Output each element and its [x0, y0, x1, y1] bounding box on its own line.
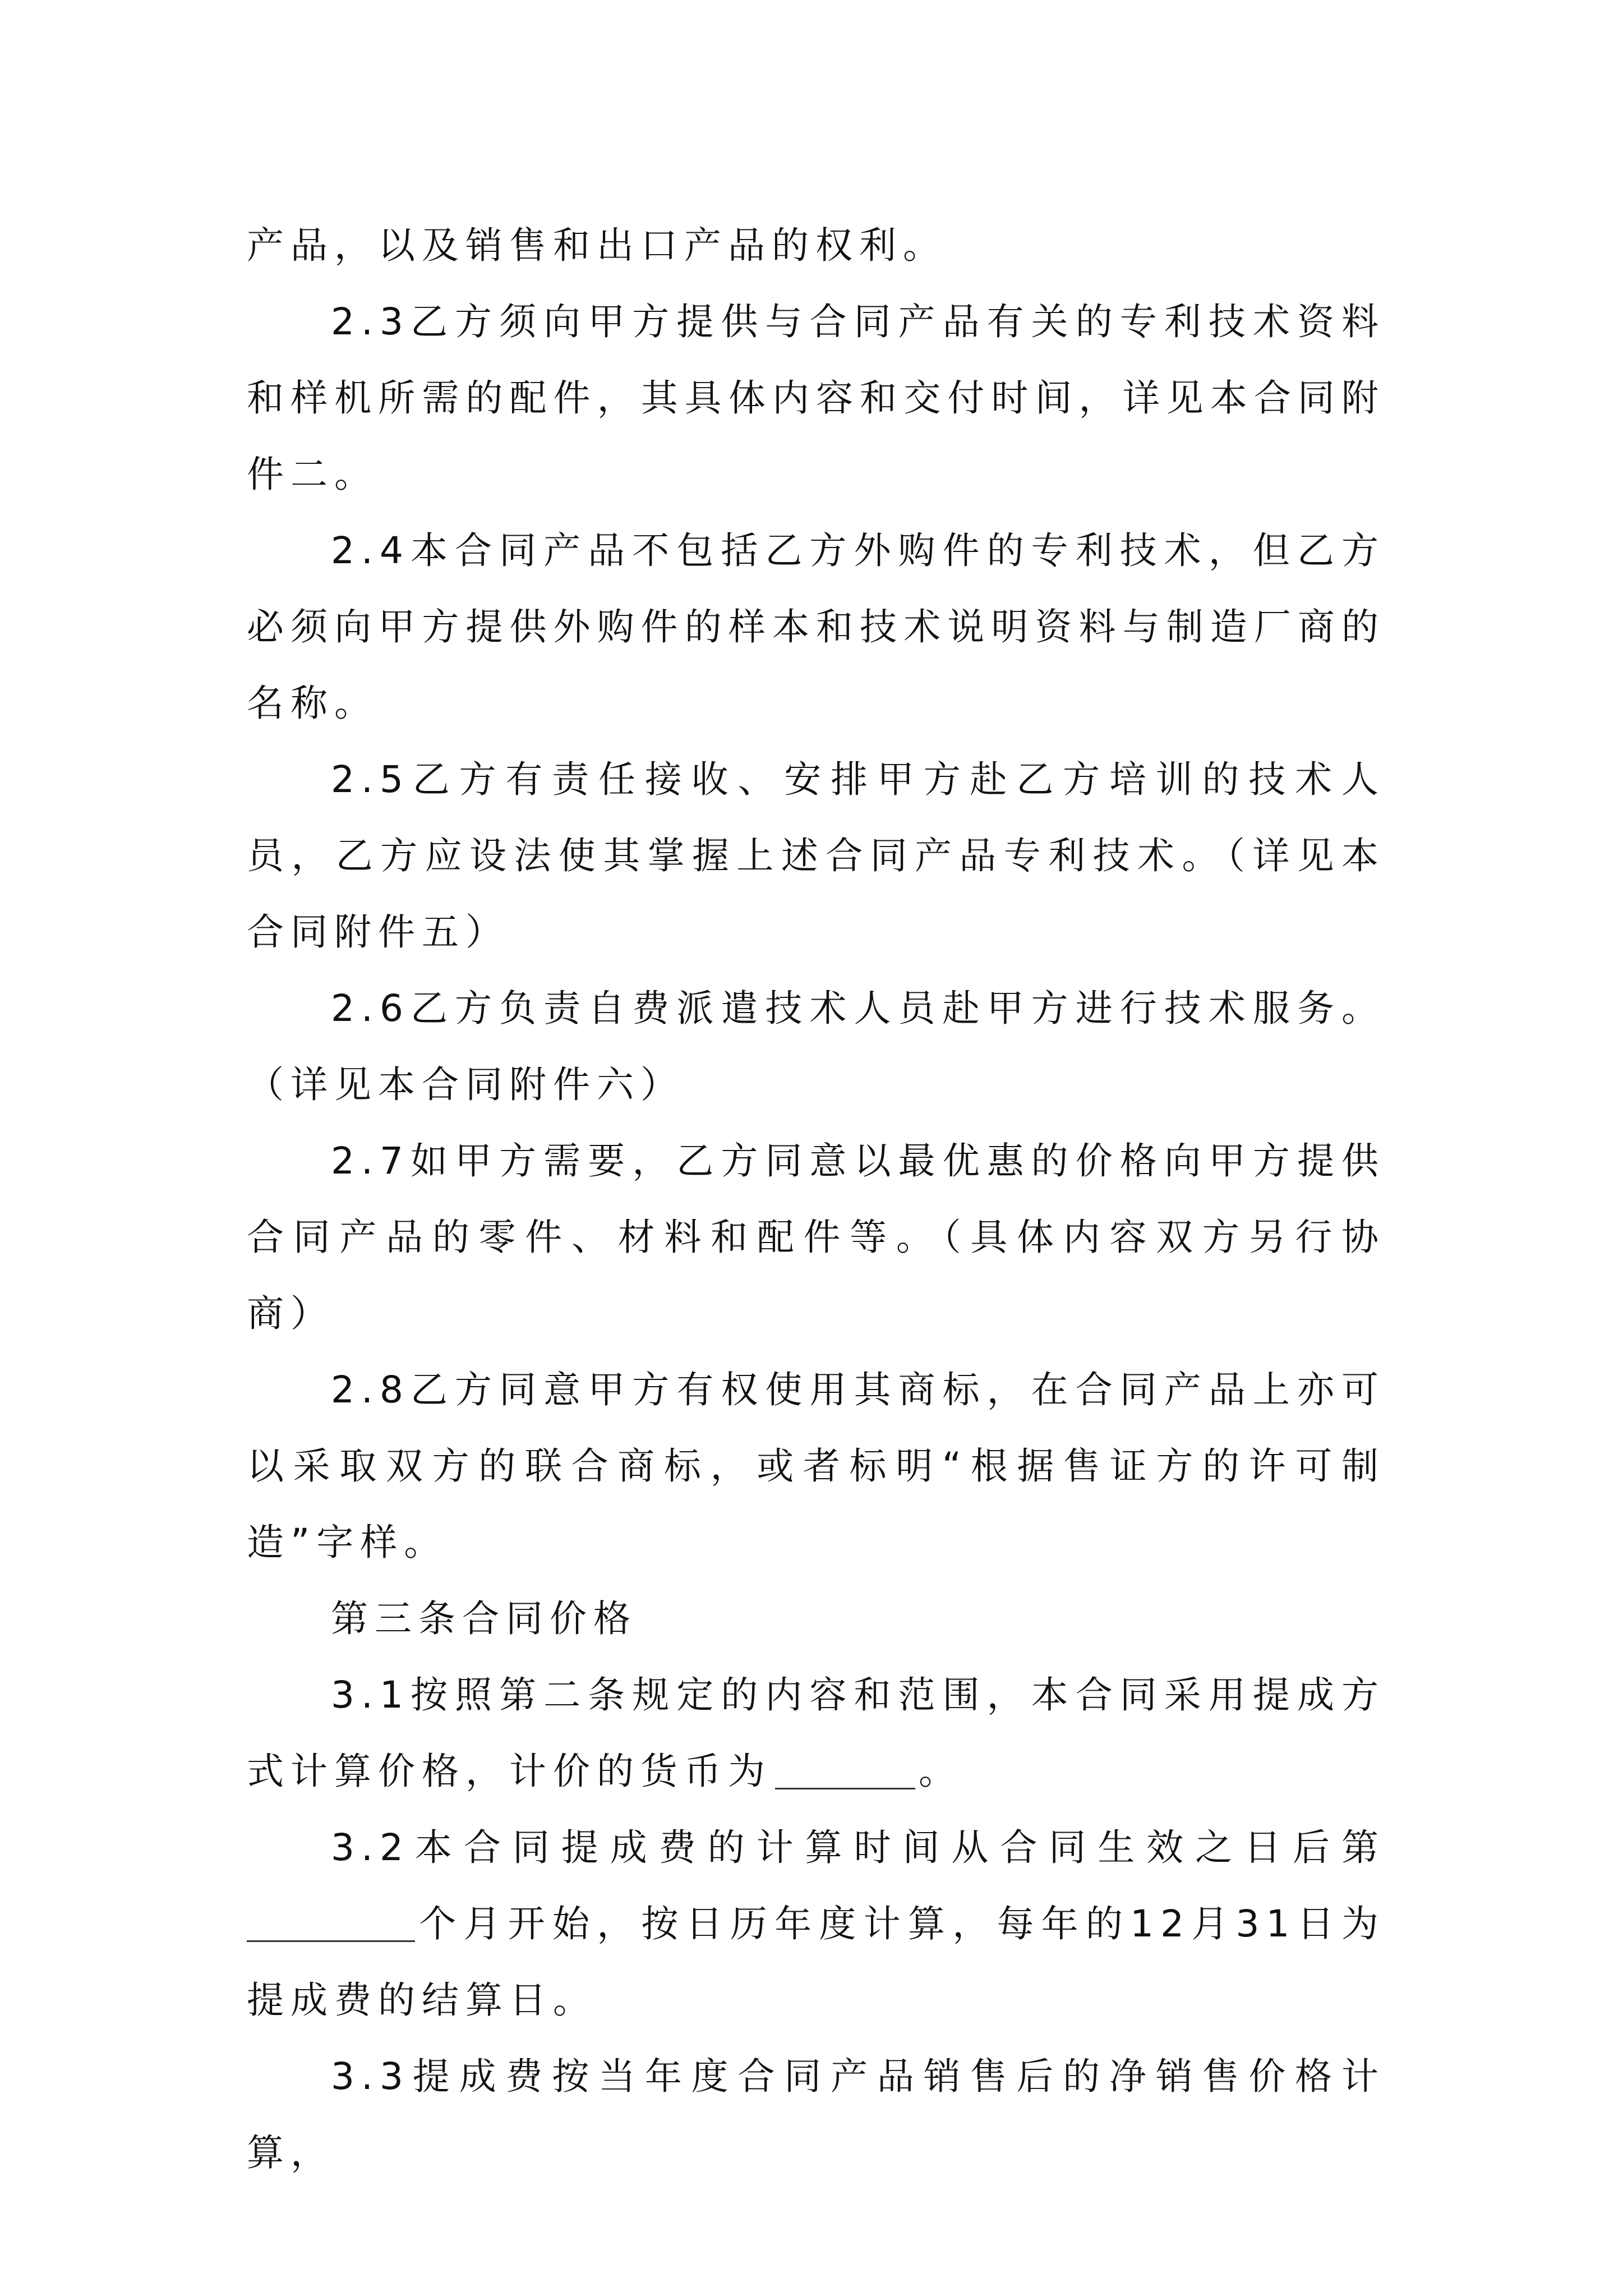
paragraph-text: 2.8乙方同意甲方有权使用其商标，在合同产品上亦可以采取双方的联合商标，或者标明“根据售证方的许可制造”字样。 [247, 1368, 1385, 1564]
clause-3-1 [247, 1657, 1385, 1810]
clause-2-4 [247, 513, 1385, 742]
clause-2-6 [247, 970, 1385, 1123]
clause-3-3 [247, 2039, 1385, 2191]
document-body [247, 208, 1385, 2191]
paragraph-text: 3.3提成费按当年度合同产品销售后的净销售价格计算， [247, 2055, 1385, 2174]
paragraph-text: 个月开始，按日历年度计算，每年的12月31日为提成费的结算日。 [247, 1902, 1385, 2022]
article-3-heading [247, 1581, 1385, 1657]
clause-2-8 [247, 1352, 1385, 1581]
paragraph-text: 2.7如甲方需要，乙方同意以最优惠的价格向甲方提供合同产品的零件、材料和配件等。（具体内容双方另行协商） [247, 1139, 1385, 1335]
paragraph-text: 2.3乙方须向甲方提供与合同产品有关的专利技术资料和样机所需的配件，其具体内容和交付时间，详见本合同附件二。 [247, 300, 1385, 496]
clause-2-3 [247, 284, 1385, 513]
paragraph-text: 2.5乙方有责任接收、安排甲方赴乙方培训的技术人员，乙方应设法使其掌握上述合同产品专利技术。（详见本合同附件五） [247, 758, 1385, 954]
paragraph-text: 3.1按照第二条规定的内容和范围，本合同采用提成方式计算价格，计价的货币为 [247, 1673, 1385, 1793]
paragraph-continuation [247, 208, 1385, 284]
section-heading: 第三条合同价格 [331, 1597, 637, 1640]
paragraph-text: 产品，以及销售和出口产品的权利。 [247, 224, 947, 267]
clause-2-7 [247, 1123, 1385, 1352]
paragraph-text: 2.4本合同产品不包括乙方外购件的专利技术，但乙方必须向甲方提供外购件的样本和技术说明资料与制造厂商的名称。 [247, 529, 1385, 725]
clause-2-5 [247, 742, 1385, 970]
paragraph-text: 3.2本合同提成费的计算时间从合同生效之日后第 [331, 1826, 1385, 1869]
paragraph-text: 2.6乙方负责自费派遣技术人员赴甲方进行技术服务。（详见本合同附件六） [247, 987, 1385, 1106]
clause-3-2 [247, 1810, 1385, 2039]
currency-blank[interactable] [775, 1751, 915, 1789]
paragraph-text: 。 [919, 1750, 962, 1793]
month-count-blank[interactable] [247, 1903, 415, 1942]
